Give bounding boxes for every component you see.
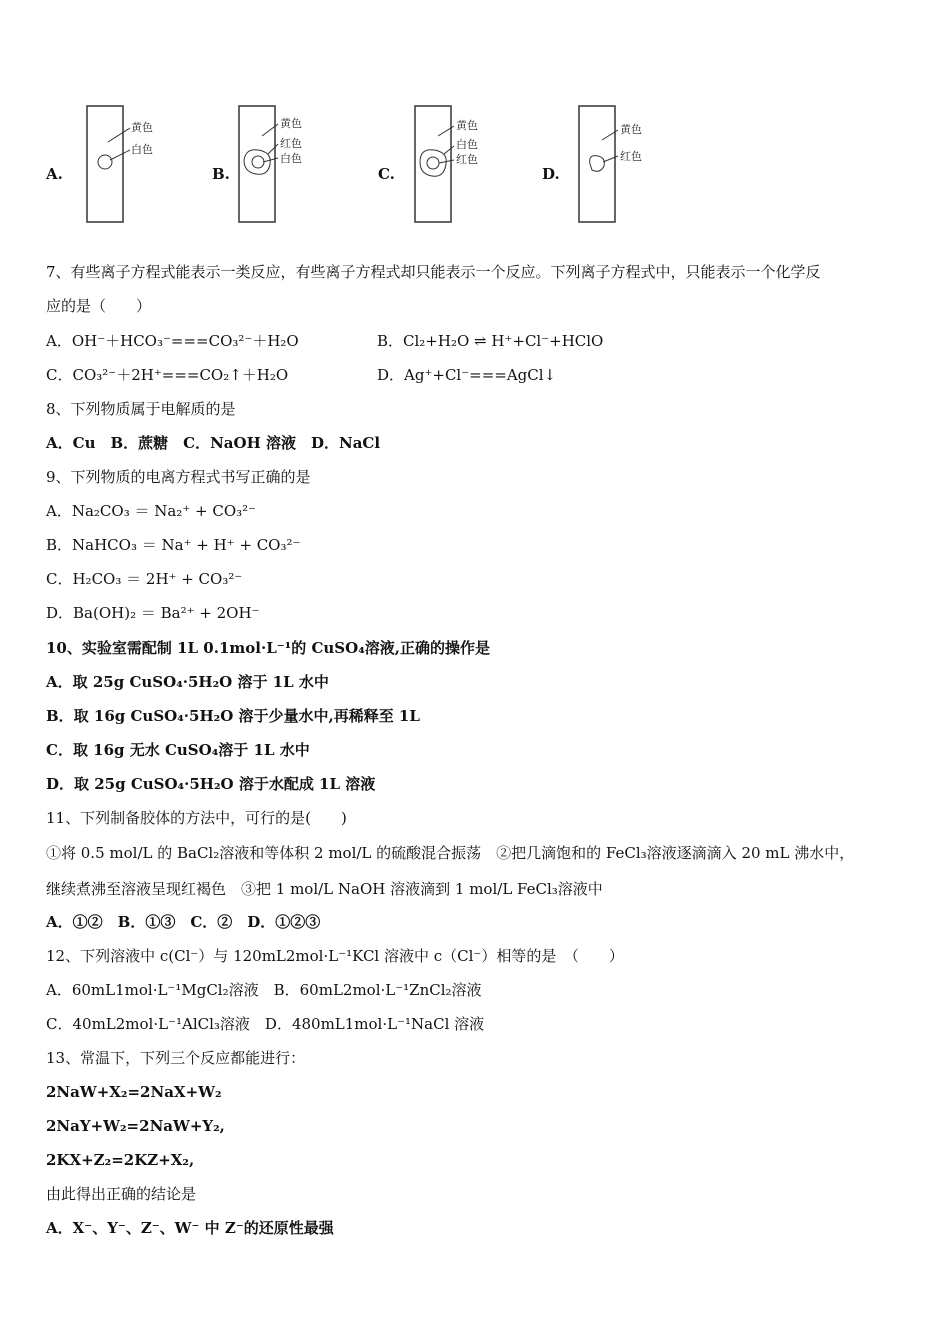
figure-a-note-1: 黄色 — [131, 121, 153, 134]
q8-options: A．Cu B．蔗糖 C．NaOH 溶液 D．NaCl — [46, 434, 381, 452]
q7-option-b: B．Cl₂+H₂O ⇌ H⁺+Cl⁻+HClO — [377, 332, 604, 350]
q9-option-a: A．Na₂CO₃ ＝ Na₂⁺ + CO₃²⁻ — [46, 502, 257, 520]
q13-reaction-1: 2NaW+X₂=2NaX+W₂ — [46, 1083, 222, 1101]
figure-c-label: C. — [378, 165, 395, 183]
figure-a-label: A. — [46, 165, 63, 183]
figure-b-note-3: 白色 — [280, 152, 302, 165]
q7-stem-line2: 应的是（ ） — [46, 297, 152, 315]
figure-d — [572, 100, 682, 228]
q11-line1: ①将 0.5 mol/L 的 BaCl₂溶液和等体积 2 mol/L 的硫酸混合振荡 ②把几滴饱和的 FeCl₃溶液逐滴滴入 20 mL 沸水中， — [46, 844, 855, 862]
q12-options-cd: C．40mL2mol·L⁻¹AlCl₃溶液 D．480mL1mol·L⁻¹NaCl 溶液 — [46, 1015, 485, 1033]
q9-option-b: B．NaHCO₃ ＝ Na⁺ + H⁺ + CO₃²⁻ — [46, 536, 301, 554]
figure-c-note-2: 白色 — [456, 138, 478, 151]
q10-option-b: B．取 16g CuSO₄·5H₂O 溶于少量水中,再稀释至 1L — [46, 707, 420, 725]
figure-d-note-1: 黄色 — [620, 123, 642, 136]
q13-conclusion-prompt: 由此得出正确的结论是 — [46, 1185, 197, 1203]
figure-a — [80, 100, 190, 228]
q9-option-c: C．H₂CO₃ ＝ 2H⁺ + CO₃²⁻ — [46, 570, 243, 588]
q13-option-a: A．X⁻、Y⁻、Z⁻、W⁻ 中 Z⁻的还原性最强 — [46, 1219, 334, 1237]
figure-d-label: D. — [542, 165, 560, 183]
q11-line2: 继续煮沸至溶液呈现红褐色 ③把 1 mol/L NaOH 溶液滴到 1 mol/L FeCl₃溶液中 — [46, 880, 603, 898]
q7-option-a: A．OH⁻＋HCO₃⁻===CO₃²⁻＋H₂O — [46, 332, 299, 350]
q7-option-d: D．Ag⁺+Cl⁻===AgCl↓ — [377, 366, 557, 384]
q11-stem: 11、下列制备胶体的方法中，可行的是( ) — [46, 809, 347, 827]
q10-stem: 10、实验室需配制 1L 0.1mol·L⁻¹的 CuSO₄溶液,正确的操作是 — [46, 639, 490, 657]
figure-b — [232, 100, 342, 228]
q7-option-c: C．CO₃²⁻＋2H⁺===CO₂↑＋H₂O — [46, 366, 289, 384]
figure-c — [408, 100, 518, 228]
figure-c-note-1: 黄色 — [456, 119, 478, 132]
q12-stem: 12、下列溶液中 c(Cl⁻）与 120mL2mol·L⁻¹KCl 溶液中 c（Cl⁻）相等的是 （ ） — [46, 947, 624, 965]
q9-stem: 9、下列物质的电离方程式书写正确的是 — [46, 468, 311, 486]
figure-d-note-2: 红色 — [620, 150, 642, 163]
q10-option-a: A．取 25g CuSO₄·5H₂O 溶于 1L 水中 — [46, 673, 329, 691]
q13-stem: 13、常温下，下列三个反应都能进行： — [46, 1049, 306, 1067]
q11-options: A．①② B．①③ C．② D．①②③ — [46, 913, 321, 931]
q8-stem: 8、下列物质属于电解质的是 — [46, 400, 236, 418]
q9-option-d: D．Ba(OH)₂ ＝ Ba²⁺ + 2OH⁻ — [46, 604, 260, 622]
figure-b-note-1: 黄色 — [280, 117, 302, 130]
q13-reaction-3: 2KX+Z₂=2KZ+X₂, — [46, 1151, 195, 1169]
q12-options-ab: A．60mL1mol·L⁻¹MgCl₂溶液 B．60mL2mol·L⁻¹ZnCl₂溶液 — [46, 981, 482, 999]
q10-option-d: D．取 25g CuSO₄·5H₂O 溶于水配成 1L 溶液 — [46, 775, 376, 793]
q10-option-c: C．取 16g 无水 CuSO₄溶于 1L 水中 — [46, 741, 310, 759]
figure-c-note-3: 红色 — [456, 153, 478, 166]
figure-b-label: B. — [212, 165, 230, 183]
figure-a-note-2: 白色 — [131, 143, 153, 156]
q13-reaction-2: 2NaY+W₂=2NaW+Y₂, — [46, 1117, 225, 1135]
q7-stem-line1: 7、有些离子方程式能表示一类反应，有些离子方程式却只能表示一个反应。下列离子方程式中，只能表示一个化学反 — [46, 263, 821, 281]
figure-b-note-2: 红色 — [280, 137, 302, 150]
